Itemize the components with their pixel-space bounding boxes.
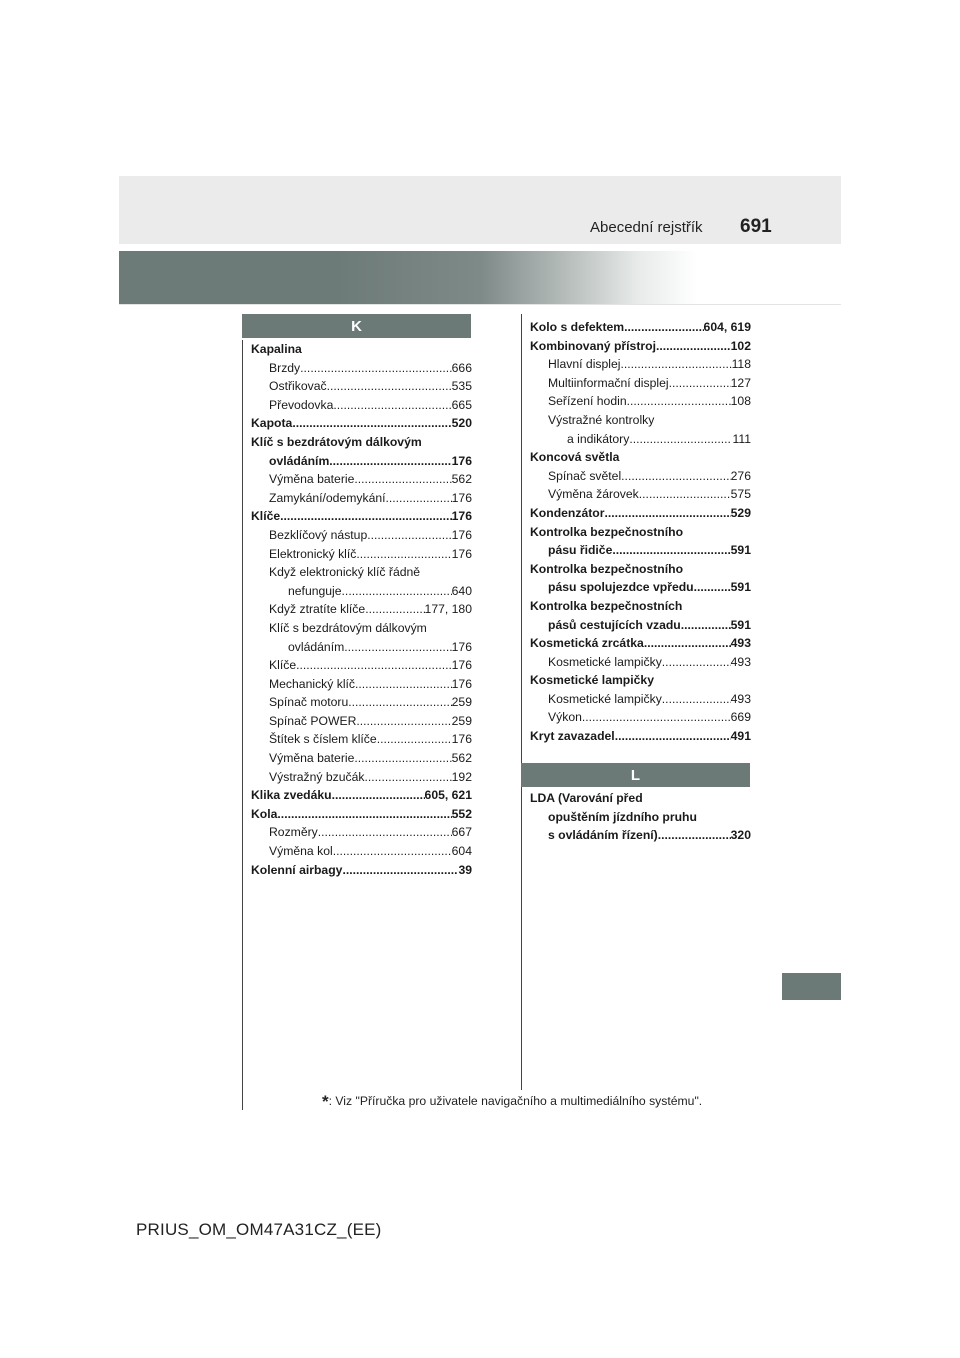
index-entry-leader <box>658 826 731 845</box>
index-entry-leader <box>348 693 451 712</box>
index-entry-leader <box>342 582 452 601</box>
index-entry-leader <box>365 768 452 787</box>
index-entry-term: Kosmetické lampičky <box>548 654 662 669</box>
index-entry-leader <box>627 392 731 411</box>
index-entry <box>530 616 751 635</box>
index-entry-term: Klíče <box>251 509 281 524</box>
index-entry <box>251 489 472 508</box>
index-entry-page: 111 <box>732 431 751 446</box>
index-entry-leader <box>356 545 451 564</box>
index-entry-term: s ovládáním řízení) <box>548 828 658 843</box>
index-entry-leader <box>582 708 731 727</box>
index-entry <box>530 653 751 672</box>
index-entry-leader <box>629 430 732 449</box>
index-entry-page: 535 <box>451 379 472 394</box>
index-entry-term: Když ztratíte klíče <box>269 602 366 617</box>
index-entry-term: Zamykání/odemykání <box>269 490 386 505</box>
index-entry-leader <box>333 396 451 415</box>
index-entry-leader <box>355 675 452 694</box>
index-entry-leader <box>620 355 731 374</box>
index-entry <box>530 485 751 504</box>
index-entry <box>530 541 751 560</box>
index-entry-leader <box>354 470 451 489</box>
index-entry <box>530 411 751 430</box>
index-entry-term: Výkon <box>548 710 582 725</box>
chapter-tab <box>782 973 841 1000</box>
index-entry-page: 176 <box>451 453 472 468</box>
index-entry-page: 493 <box>730 636 751 651</box>
index-entry-page: 176 <box>451 490 472 505</box>
index-entry-term: Kolo s defektem <box>530 320 625 334</box>
index-entry-term: Kapalina <box>251 342 302 356</box>
index-entry <box>251 786 472 805</box>
index-entry-term: Klíče <box>269 658 297 673</box>
index-entry <box>251 675 472 694</box>
index-entry-page: 604, 619 <box>703 320 751 334</box>
letter-header-k: K <box>242 314 471 338</box>
index-entry-page: 118 <box>731 357 751 372</box>
index-entry <box>251 377 472 396</box>
index-entry-term: pásů cestujících vzadu <box>548 617 681 632</box>
index-entry-term: Kryt zavazadel <box>530 729 615 744</box>
index-entry-leader <box>329 452 451 471</box>
index-entry-leader <box>318 823 452 842</box>
index-entry-leader <box>662 690 731 709</box>
index-entry-term: Kolenní airbagy <box>251 862 343 877</box>
index-entry-leader <box>639 485 731 504</box>
index-entry-term: ovládáním <box>288 639 345 654</box>
index-entry-term: Spínač světel <box>548 468 622 483</box>
document-code: PRIUS_OM_OM47A31CZ_(EE) <box>136 1220 382 1239</box>
index-entry-page: 176 <box>451 546 472 561</box>
index-entry-page: 276 <box>730 468 751 483</box>
index-entry-term: Bezklíčový nástup <box>269 527 368 542</box>
letter-header-l: L <box>521 763 750 787</box>
index-entry <box>251 749 472 768</box>
index-entry <box>530 578 751 597</box>
index-entry-page: 259 <box>451 713 472 728</box>
index-entry <box>251 507 472 526</box>
index-entry-page: 604 <box>451 844 472 859</box>
index-entry-page: 529 <box>730 505 751 520</box>
page-number: 691 <box>740 216 772 237</box>
index-entry-page: 177, 180 <box>424 602 472 617</box>
index-entry-page: 39 <box>458 862 472 877</box>
index-entry-term: Koncová světla <box>530 450 620 465</box>
index-entry <box>530 374 751 393</box>
index-entry-leader <box>356 712 451 731</box>
index-entry-term: Spínač motoru <box>269 695 349 710</box>
index-entry-leader <box>694 578 731 597</box>
index-entry-page: 493 <box>730 654 751 669</box>
index-entry <box>251 712 472 731</box>
index-entry-page: 640 <box>451 583 472 598</box>
index-entry-term: Kontrolka bezpečnostního <box>530 524 684 539</box>
index-entry-leader <box>604 504 730 523</box>
index-entry-page: 127 <box>730 375 751 390</box>
index-entry-leader <box>300 359 452 378</box>
index-entry-term: opuštěním jízdního pruhu <box>548 809 697 824</box>
index-entry <box>530 504 751 523</box>
index-entry-term: Kosmetická zrcátka <box>530 636 644 651</box>
footnote <box>322 1092 702 1112</box>
index-entry-page: 176 <box>451 676 472 691</box>
index-entry <box>251 693 472 712</box>
index-entry <box>530 690 751 709</box>
index-entry-leader <box>354 749 451 768</box>
index-entry <box>530 708 751 727</box>
index-entry <box>251 396 472 415</box>
footnote-text: : Viz "Příručka pro uživatele navigačního a multimediálního systému". <box>328 1094 703 1108</box>
index-entry-leader <box>624 318 703 337</box>
index-entry <box>251 414 472 433</box>
index-entry-page: 176 <box>451 509 472 524</box>
index-entry <box>251 730 472 749</box>
index-entry-page: 520 <box>451 416 472 431</box>
index-entry-leader <box>621 467 730 486</box>
index-entry-leader <box>386 489 452 508</box>
index-entry-term: Štítek s číslem klíče <box>269 732 377 747</box>
index-entry-leader <box>292 414 451 433</box>
index-entry <box>530 597 751 616</box>
index-entry-term: Kosmetické lampičky <box>530 673 654 688</box>
index-entry-leader <box>681 616 731 635</box>
index-entry-leader <box>377 730 452 749</box>
index-entry <box>251 545 472 564</box>
index-entry-term: Výměna žárovek <box>548 487 639 502</box>
index-entry <box>251 861 472 880</box>
index-entry-page: 562 <box>451 751 472 766</box>
index-entry <box>530 448 751 467</box>
index-entry-leader <box>277 805 451 824</box>
index-entry-term: Výstražný bzučák <box>269 769 365 784</box>
index-entry <box>530 560 751 579</box>
index-entry-page: 491 <box>730 729 751 744</box>
index-entry-page: 259 <box>451 695 472 710</box>
index-entry-term: Kontrolka bezpečnostního <box>530 561 684 576</box>
index-entry <box>251 563 472 582</box>
index-entry <box>530 430 751 449</box>
index-entry-term: Klíč s bezdrátovým dálkovým <box>269 620 427 635</box>
index-entry <box>251 823 472 842</box>
decorative-band <box>119 251 841 304</box>
left-column-rule <box>242 340 243 1110</box>
index-entry <box>251 600 472 619</box>
index-entry <box>530 355 751 374</box>
index-entry-page: 665 <box>451 397 472 412</box>
index-entry <box>530 392 751 411</box>
index-entry-page: 667 <box>451 825 472 840</box>
index-entry <box>530 318 751 337</box>
index-entry-leader <box>367 526 451 545</box>
index-entry-leader <box>342 861 458 880</box>
index-entry <box>530 523 751 542</box>
index-entry-page: 108 <box>730 394 751 409</box>
index-entry-leader <box>332 786 425 805</box>
index-entry-leader <box>612 541 730 560</box>
index-entry-leader <box>365 600 424 619</box>
index-entry <box>251 470 472 489</box>
index-entry-term: Kosmetické lampičky <box>548 691 662 706</box>
index-entry-page: 552 <box>451 806 472 821</box>
index-entry-term: Výměna kol <box>269 844 333 859</box>
index-entry-page: 591 <box>730 580 751 595</box>
index-entry <box>251 582 472 601</box>
index-entry-page: 493 <box>730 691 751 706</box>
index-entry-term: pásu řidiče <box>548 543 613 558</box>
index-entry-term: Klika zvedáku <box>251 788 332 803</box>
index-entry <box>530 808 751 827</box>
index-entry-leader <box>669 374 731 393</box>
index-entry-term: Výměna baterie <box>269 472 355 487</box>
index-column-left <box>251 340 472 879</box>
index-entry-term: Seřízení hodin <box>548 394 627 409</box>
index-entry-page: 176 <box>451 732 472 747</box>
index-entry <box>251 805 472 824</box>
index-entry-term: nefunguje <box>288 583 342 598</box>
index-entry-term: Brzdy <box>269 360 301 375</box>
index-entry-page: 320 <box>730 828 751 843</box>
index-entry-page: 666 <box>451 360 472 375</box>
index-entry-leader <box>327 377 452 396</box>
index-entry-term: Hlavní displej <box>548 357 621 372</box>
index-entry <box>251 433 472 452</box>
index-entry <box>251 768 472 787</box>
footnote-star: * <box>322 1092 329 1111</box>
index-entry <box>530 467 751 486</box>
index-entry <box>530 727 751 746</box>
index-entry-leader <box>333 842 452 861</box>
index-entry-term: Spínač POWER <box>269 713 357 728</box>
index-entry-leader <box>615 727 731 746</box>
index-entry-term: Ostřikovač <box>269 379 327 394</box>
index-entry-term: Kondenzátor <box>530 505 605 520</box>
index-entry <box>530 826 751 845</box>
index-entry-leader <box>644 634 731 653</box>
index-entry <box>251 526 472 545</box>
index-entry-page: 669 <box>730 710 751 725</box>
index-entry-term: Klíč s bezdrátovým dálkovým <box>251 434 422 449</box>
index-entry-leader <box>296 656 452 675</box>
index-entry-term: pásu spolujezdce vpředu <box>548 580 694 595</box>
index-entry-term: Kola <box>251 806 278 821</box>
band-divider <box>119 304 841 305</box>
index-entry-term: ovládáním <box>269 453 330 468</box>
index-entry-leader <box>344 638 451 657</box>
index-entry-page: 562 <box>451 472 472 487</box>
middle-column-rule <box>521 314 522 1090</box>
index-entry-page: 102 <box>730 338 751 353</box>
index-entry-term: Výměna baterie <box>269 751 355 766</box>
index-entry-term: Kontrolka bezpečnostních <box>530 598 683 613</box>
index-entry-page: 575 <box>730 487 751 502</box>
index-entry-term: Výstražné kontrolky <box>548 412 655 427</box>
index-entry-term: Mechanický klíč <box>269 676 356 691</box>
index-entry <box>530 671 751 690</box>
index-entry-page: 605, 621 <box>424 788 472 803</box>
index-entry-page: 591 <box>730 617 751 632</box>
section-title: Abecední rejstřík <box>590 219 703 236</box>
index-column-right-l <box>530 789 751 845</box>
index-entry <box>251 638 472 657</box>
index-entry <box>251 359 472 378</box>
index-column-right-k <box>530 318 751 746</box>
index-entry-term: a indikátory <box>567 431 630 446</box>
index-entry-term: Když elektronický klíč řádně <box>269 565 421 580</box>
header-bar <box>119 176 841 244</box>
index-entry-term: LDA (Varování před <box>530 791 643 805</box>
index-entry-leader <box>280 507 452 526</box>
index-entry-page: 591 <box>730 543 751 558</box>
index-entry-term: Multiinformační displej <box>548 375 669 390</box>
index-entry-term: Převodovka <box>269 397 334 412</box>
index-entry <box>251 656 472 675</box>
index-entry-term: Kapota <box>251 416 293 431</box>
index-entry-term: Elektronický klíč <box>269 546 357 561</box>
index-entry-leader <box>656 337 731 356</box>
index-entry-page: 176 <box>451 639 472 654</box>
index-entry <box>251 340 472 359</box>
index-entry <box>251 452 472 471</box>
index-entry <box>530 337 751 356</box>
index-entry <box>530 634 751 653</box>
index-entry-page: 176 <box>451 527 472 542</box>
index-entry-leader <box>662 653 731 672</box>
index-entry <box>530 789 751 808</box>
index-entry-term: Kombinovaný přístroj <box>530 338 656 353</box>
index-entry <box>251 842 472 861</box>
index-entry-term: Rozměry <box>269 825 318 840</box>
index-entry-page: 192 <box>451 769 472 784</box>
index-entry-page: 176 <box>451 658 472 673</box>
index-entry <box>251 619 472 638</box>
